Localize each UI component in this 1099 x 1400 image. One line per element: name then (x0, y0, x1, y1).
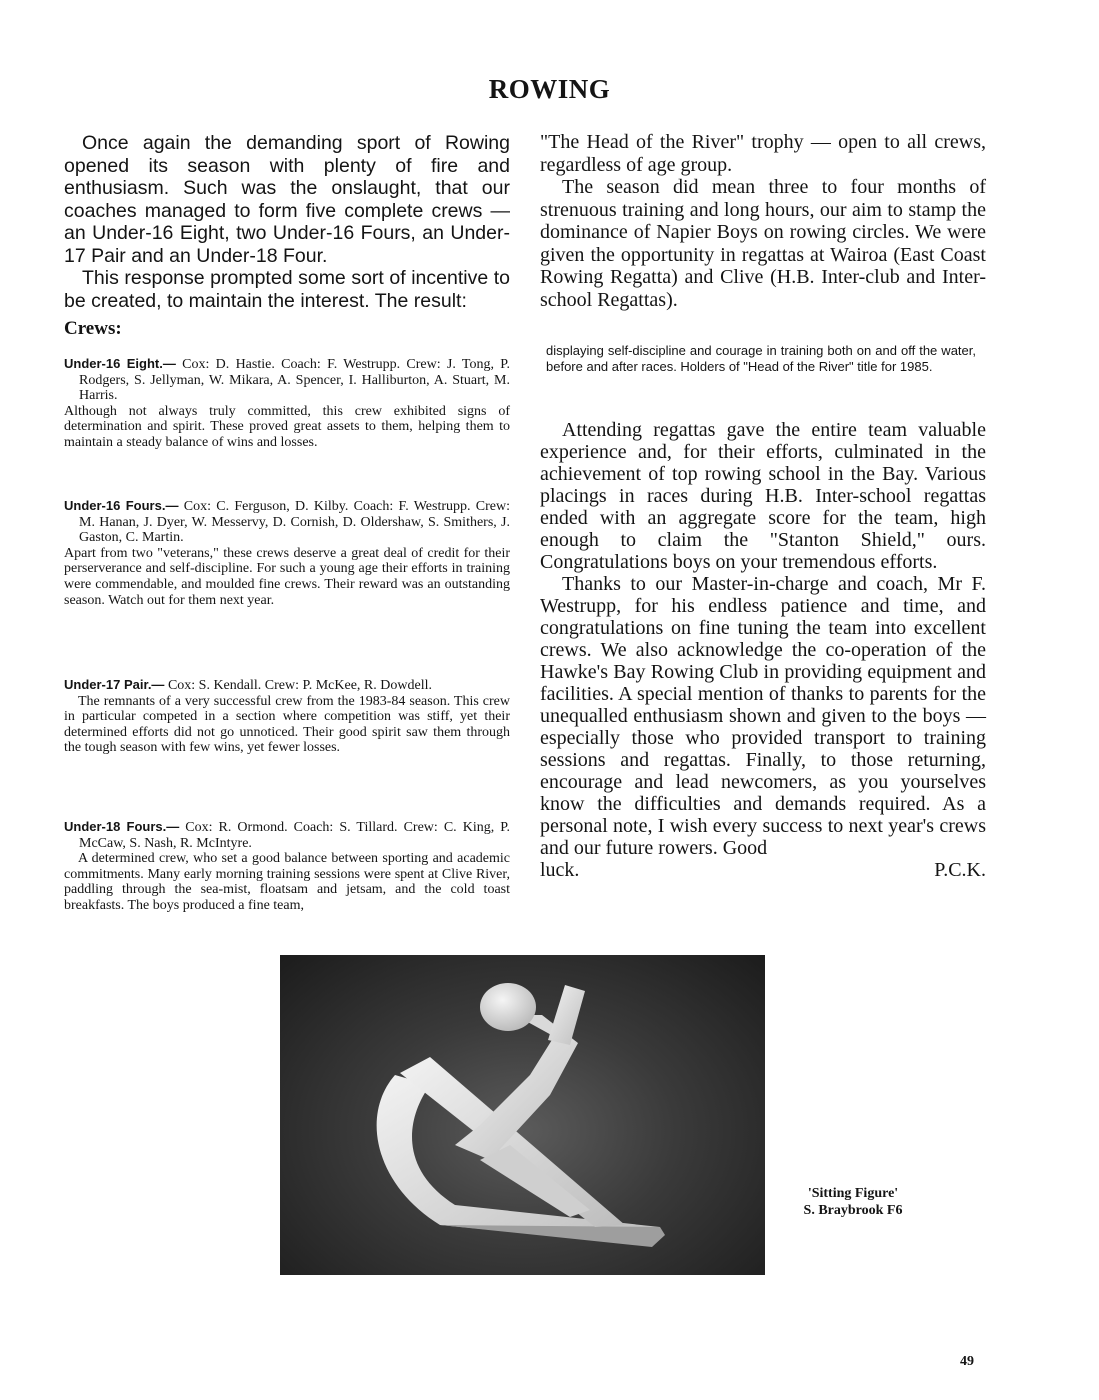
regattas-paragraph: Attending regattas gave the entire team valuable experience and, for their efforts, culminated in the achievement of top rowing school in the Bay. Various placings in races during H.B. Inter-school regattas ended with an aggregate score for the team, high enough to claim the "Stanton Shield," ours. Congratulations boys on your tremendous efforts. (540, 419, 986, 573)
crews-heading: Crews: (64, 318, 122, 339)
crew-name: Under-17 Pair.— (64, 677, 165, 692)
crew-description: Although not always truly committed, this crew exhibited signs of determination and spirit. These proved great assets to them, helping them to maintain a steady balance of wins and losses. (64, 403, 510, 450)
crew-description: Apart from two "veterans," these crews deserve a great deal of credit for their perserverance and self-discipline. For such a young age their efforts in training were commendable, and moulded fine crews. Their reward was an outstanding season. Watch out for them next year. (64, 545, 510, 608)
last-word: luck. (540, 859, 580, 881)
page-number: 49 (960, 1354, 974, 1369)
continuation-text: displaying self-discipline and courage in training both on and off the water, before and after races. Holders of "Head of the River" title for 1985. (546, 343, 976, 374)
sitting-figure-sculpture (280, 955, 765, 1275)
crew-block-under18-fours (64, 819, 510, 914)
signature: P.C.K. (934, 859, 986, 881)
crew-description: A determined crew, who set a good balance between sporting and academic commitments. Many early morning training sessions were spent at Clive River, paddling through the sea-mist, floatsam and jetsam, and the cold toast breakfasts. The boys produced a fine team, (64, 851, 510, 913)
crew-name: Under-16 Fours.— (64, 498, 179, 513)
signoff-row (540, 859, 986, 881)
crew-block-under17-pair (64, 677, 510, 756)
intro-text (64, 132, 510, 312)
crew-details: Cox: S. Kendall. Crew: P. McKee, R. Dowdell. (164, 678, 432, 693)
caption-title: 'Sitting Figure' (807, 1186, 899, 1201)
crew-block-under16-eight (64, 356, 510, 451)
page-title: ROWING (488, 74, 611, 104)
intro-paragraph-1: Once again the demanding sport of Rowing opened its season with plenty of fire and enthusiasm. Such was the onslaught, that our coaches managed to form five complete crews — an Under-16 Eight, two Under-16 Fours, an Under-17 Pair and an Under-18 Four. (64, 132, 510, 267)
season-paragraph: The season did mean three to four months of strenuous training and long hours, our aim to stamp the dominance of Napier Boys on rowing circles. We were given the opportunity in regattas at Wairoa (East Coast Rowing Regatta) and Clive (H.B. Inter-club and Inter-school Regattas). (540, 176, 986, 311)
trophy-paragraph: "The Head of the River" trophy — open to all crews, regardless of age group. (540, 131, 986, 176)
crew-details: Cox: R. Ormond. Coach: S. Tillard. Crew: C. King, P. McCaw, S. Nash, R. McIntyre. (79, 820, 510, 851)
crew-details: Cox: D. Hastie. Coach: F. Westrupp. Crew: J. Tong, P. Rodgers, S. Jellyman, W. Mikara, A. Spencer, I. Halliburton, A. Stuart, M. Harris. (79, 357, 510, 404)
sculpture-photo (280, 955, 765, 1275)
right-top-text (540, 131, 986, 311)
crew-block-under16-fours (64, 498, 510, 608)
crew-block-continuation (546, 343, 976, 374)
crew-name: Under-18 Fours.— (64, 819, 180, 834)
right-main-text (540, 419, 986, 881)
photo-caption (778, 1185, 928, 1219)
crew-details: Cox: C. Ferguson, D. Kilby. Coach: F. Westrupp. Crew: M. Hanan, J. Dyer, W. Messervy, D. Cornish, D. Oldershaw, S. Smithers, J. Gaston, C. Martin. (79, 499, 511, 546)
crew-name: Under-16 Eight.— (64, 356, 176, 371)
thanks-paragraph: Thanks to our Master-in-charge and coach, Mr F. Westrupp, for his endless patience and time, and congratulations on fine tuning the team into excellent crews. We also acknowledge the co-operation of the Hawke's Bay Rowing Club in providing equipment and facilities. A special mention of thanks to parents for the unequalled enthusiasm shown and given to the boys — especially those who provided transport to training sessions and regattas. Finally, to those returning, encourage and lead newcomers, as you yourselves know the difficulties and demands required. As a personal note, I wish every success to next year's crews and our future rowers. Good (540, 573, 986, 859)
intro-paragraph-2: This response prompted some sort of incentive to be created, to maintain the interest. The result: (64, 267, 510, 312)
caption-credit: S. Braybrook F6 (803, 1203, 903, 1218)
crew-description: The remnants of a very successful crew from the 1983-84 season. This crew in particular competed in a section where competition was stiff, yet their determined efforts did not go unnoticed. Their good spirit saw them through the tough season with few wins, yet fewer losses. (64, 693, 510, 756)
